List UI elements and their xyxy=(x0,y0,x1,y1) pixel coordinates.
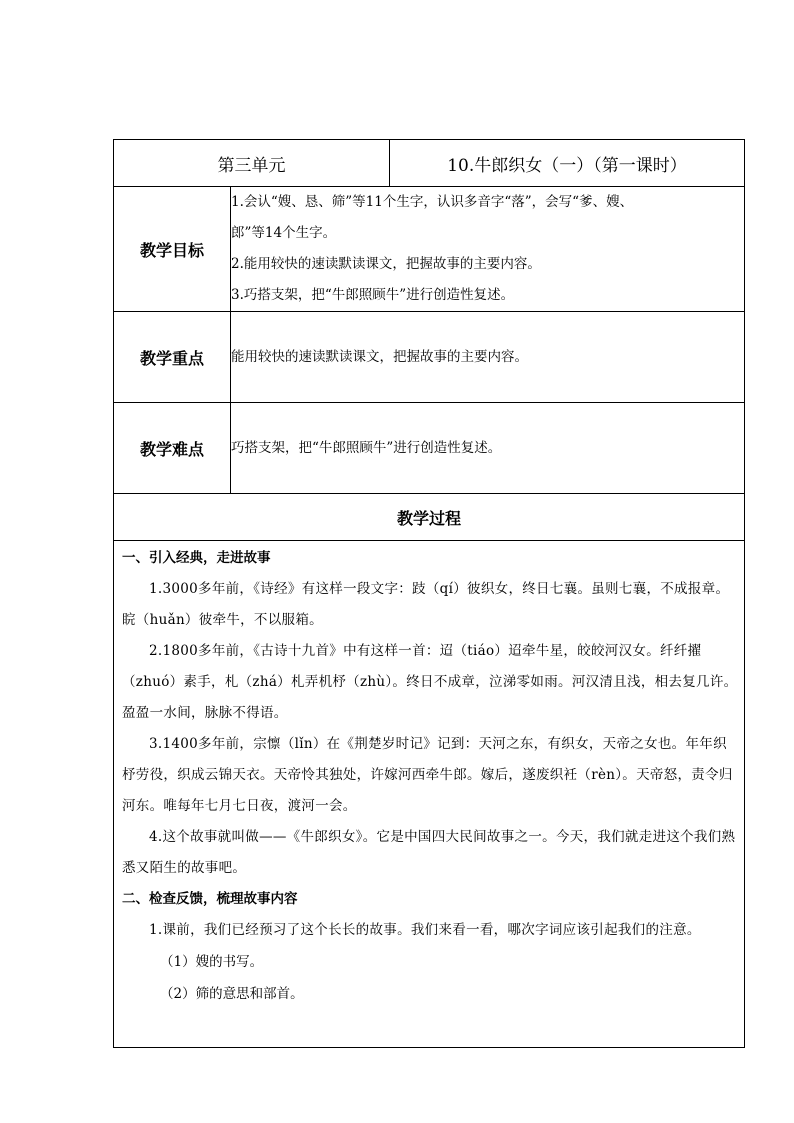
difficulties-label: 教学难点 xyxy=(114,403,231,494)
key-points-label: 教学重点 xyxy=(114,312,231,403)
unit-title: 第三单元 xyxy=(114,140,390,187)
objectives-label: 教学目标 xyxy=(114,187,231,312)
key-points-content xyxy=(231,312,745,403)
process-title: 教学过程 xyxy=(114,494,745,541)
key-points-text: 能用较快的速读默读课文，把握故事的主要内容。 xyxy=(231,348,528,365)
paragraph: 1.3000多年前，《诗经》有这样一段文字：跂（qí）彼织女，终日七襄。虽则七襄，不成报章。睆（huǎn）彼牵牛，不以服箱。 xyxy=(122,581,730,628)
paragraph: 1.课前，我们已经预习了这个长长的故事。我们来看一看，哪次字词应该引起我们的注意。 xyxy=(149,922,701,938)
header-row xyxy=(114,140,745,187)
objective-line: 郎”等14个生字。 xyxy=(231,225,337,241)
difficulties-text: 巧搭支架，把“牛郎照顾牛”进行创造性复述。 xyxy=(231,439,502,456)
section-heading: 一、引入经典，走进故事 xyxy=(122,550,271,566)
difficulties-content xyxy=(231,403,745,494)
section-heading: 二、检查反馈，梳理故事内容 xyxy=(122,891,298,907)
list-item: （1）嫂的书写。 xyxy=(160,954,264,970)
key-points-row xyxy=(114,312,745,403)
process-title-row xyxy=(114,494,745,541)
list-item: （2）筛的意思和部首。 xyxy=(160,986,304,1002)
objectives-row xyxy=(114,187,745,312)
difficulties-row xyxy=(114,403,745,494)
objective-line: 3.巧搭支架，把“牛郎照顾牛”进行创造性复述。 xyxy=(231,287,515,303)
lesson-plan-table xyxy=(113,139,745,1048)
process-content xyxy=(114,541,745,1048)
objectives-content xyxy=(231,187,745,312)
paragraph: 3.1400多年前，宗懔（lǐn）在《荆楚岁时记》记到：天河之东，有织女，天帝之女也。年年织杼劳役，织成云锦天衣。天帝怜其独处，许嫁河西牵牛郎。嫁后，遂废织衽（rèn）。天帝怒，责令归河东。唯每年七月七日夜，渡河一会。 xyxy=(122,736,733,814)
process-row xyxy=(114,541,745,1048)
objective-line: 2.能用较快的速读默读课文，把握故事的主要内容。 xyxy=(231,256,541,272)
paragraph: 2.1800多年前，《古诗十九首》中有这样一首：迢（tiáo）迢牵牛星，皎皎河汉女。纤纤擢（zhuó）素手，札（zhá）札弄机杼（zhù）。终日不成章，泣涕零如雨。河汉清且浅，相去复几许。盈盈一水间，脉脉不得语。 xyxy=(122,643,738,721)
paragraph: 4.这个故事就叫做——《牛郎织女》。它是中国四大民间故事之一。今天，我们就走进这个我们熟悉又陌生的故事吧。 xyxy=(122,829,736,876)
objective-line: 1.会认“嫂、恳、筛”等11个生字，认识多音字“落”，会写“爹、嫂、 xyxy=(231,194,634,210)
lesson-title: 10.牛郎织女（一）（第一课时） xyxy=(390,140,745,187)
